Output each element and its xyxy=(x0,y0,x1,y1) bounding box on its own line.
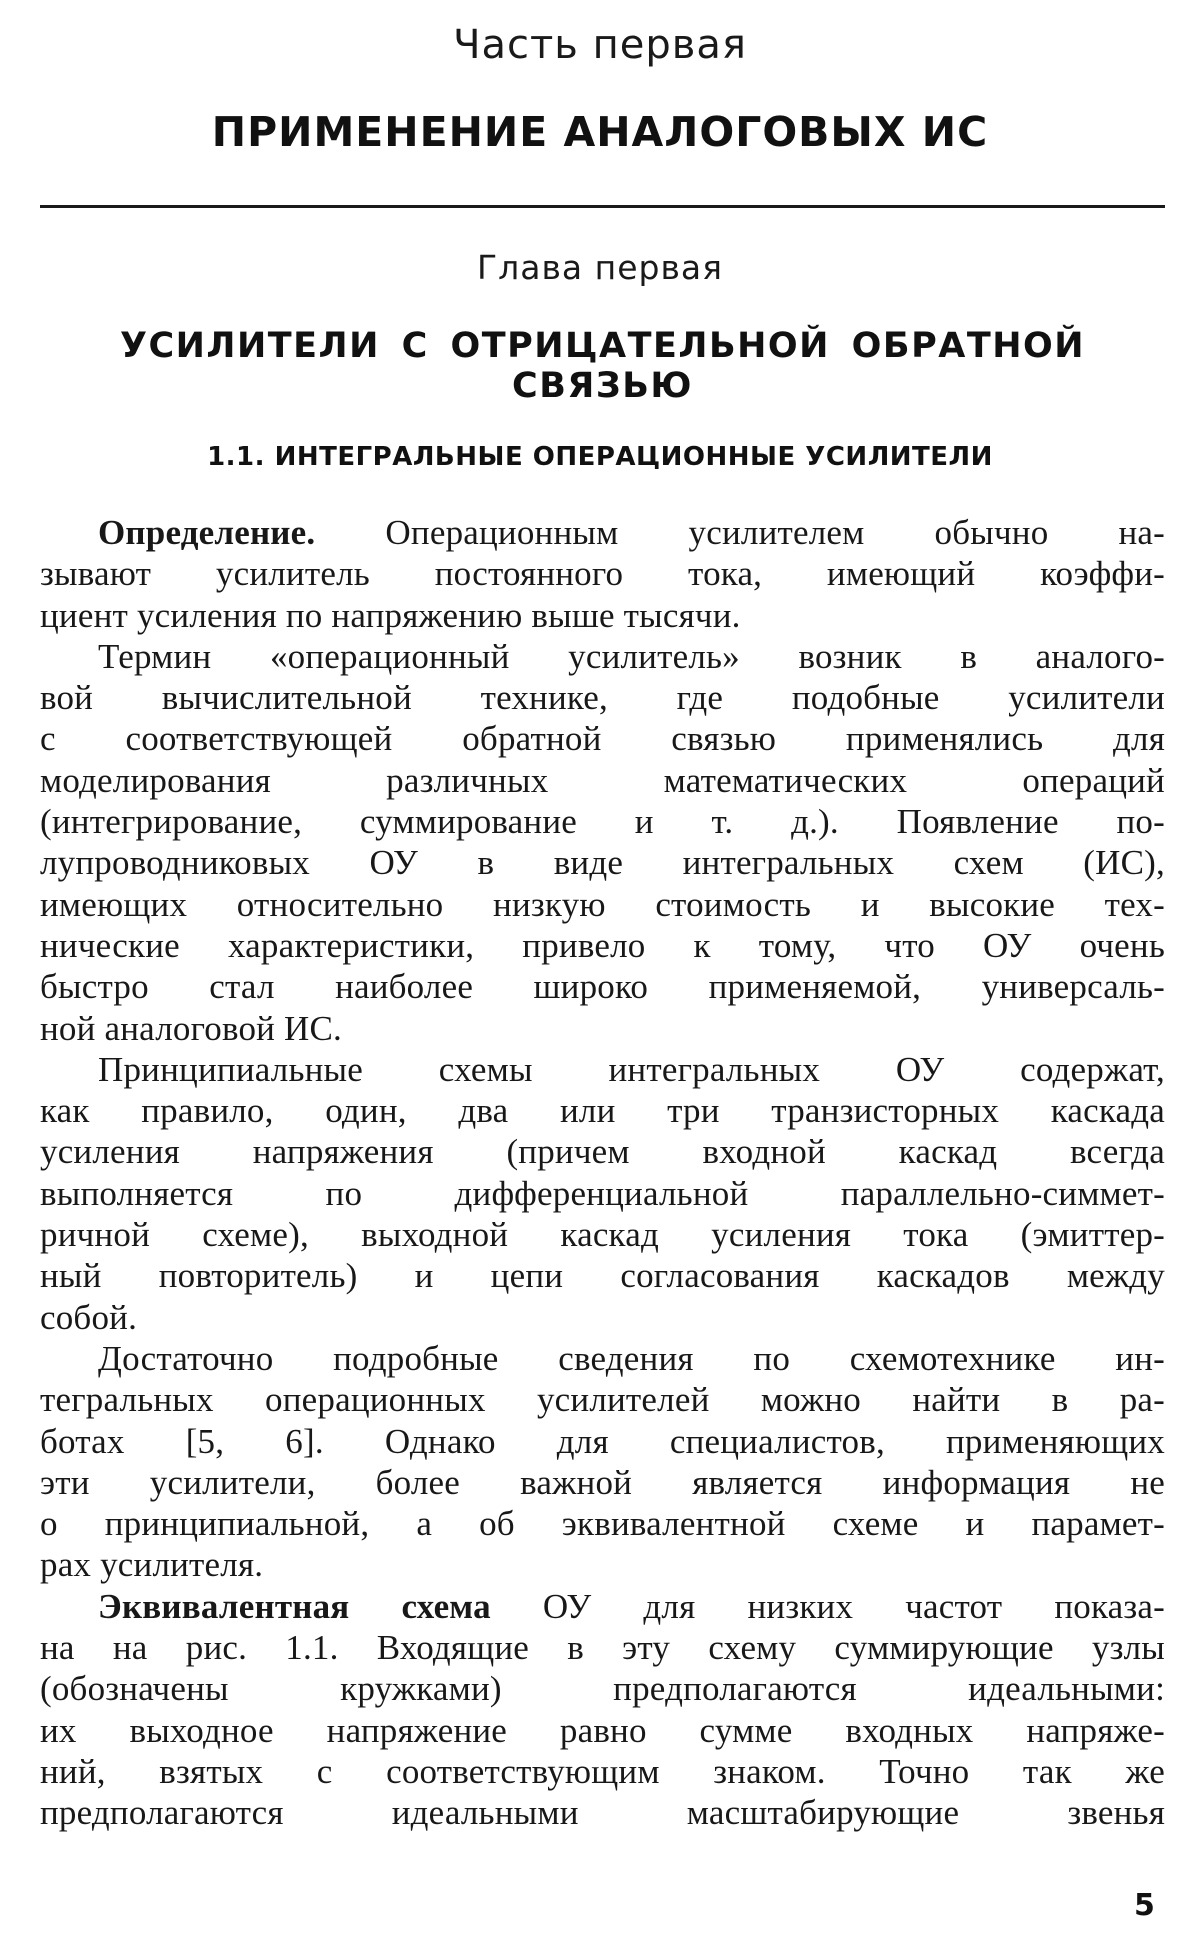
text-line: их выходное напряжение равно сумме входных напряже- xyxy=(40,1710,1165,1750)
text-line: ричной схеме), выходной каскад усиления тока (эмиттер- xyxy=(40,1215,1165,1255)
text-line: рах усилителя. xyxy=(40,1545,264,1585)
text-line: ний, взятых с соответствующим знаком. Точно так же xyxy=(40,1751,1165,1791)
text-line: Достаточно подробные сведения по схемотехнике ин- xyxy=(98,1338,1165,1378)
text-line: имеющих относительно низкую стоимость и высокие тех- xyxy=(40,884,1165,924)
text-line: как правило, один, два или три транзисторных каскада xyxy=(40,1091,1165,1131)
text-line: усиления напряжения (причем входной каскад всегда xyxy=(40,1132,1165,1172)
paragraph xyxy=(40,1586,1165,1834)
paragraph xyxy=(40,1338,1165,1586)
text-line: зывают усилитель постоянного тока, имеющий коэффи- xyxy=(40,554,1165,594)
part-heading: ПРИМЕНЕНИЕ АНАЛОГОВЫХ ИС xyxy=(211,108,989,156)
text-line: выполняется по дифференциальной параллельно-симмет- xyxy=(40,1173,1165,1213)
text-line: эти усилители, более важной является информация не xyxy=(40,1462,1165,1502)
text-line: лупроводниковых ОУ в виде интегральных схем (ИС), xyxy=(40,843,1165,883)
text-line: на на рис. 1.1. Входящие в эту схему суммирующие узлы xyxy=(40,1628,1165,1668)
text-line: предполагаются идеальными масштабирующие звенья xyxy=(40,1793,1165,1833)
text-line: о принципиальной, а об эквивалентной схеме и парамет- xyxy=(40,1504,1165,1544)
text-line: Принципиальные схемы интегральных ОУ содержат, xyxy=(98,1049,1165,1089)
page-number: 5 xyxy=(1134,1888,1155,1923)
text-line: нические характеристики, привело к тому, что ОУ очень xyxy=(40,925,1165,965)
text-run: ОУ для низких частот показа- xyxy=(490,1586,1165,1626)
text-line: ботах [5, 6]. Однако для специалистов, применяющих xyxy=(40,1421,1165,1461)
text-line: тегральных операционных усилителей можно найти в ра- xyxy=(40,1380,1165,1420)
text-line: вой вычислительной технике, где подобные усилители xyxy=(40,678,1165,718)
part-title: Часть первая xyxy=(453,22,747,68)
body-text xyxy=(40,512,1165,1834)
text-line: быстро стал наиболее широко применяемой, универсаль- xyxy=(40,967,1165,1007)
chapter-title: Глава первая xyxy=(477,248,723,287)
text-line: циент усиления по напряжению выше тысячи. xyxy=(40,595,741,635)
horizontal-rule xyxy=(40,205,1165,208)
text-line: ной аналоговой ИС. xyxy=(40,1008,343,1048)
text-line: (обозначены кружками) предполагаются идеальными: xyxy=(40,1669,1165,1709)
text-line: Термин «операционный усилитель» возник в аналого- xyxy=(98,636,1165,676)
paragraph xyxy=(40,1049,1165,1338)
text-line: моделирования различных математических операций xyxy=(40,760,1165,800)
text-line: собой. xyxy=(40,1297,138,1337)
text-line: ный повторитель) и цепи согласования каскадов между xyxy=(40,1256,1165,1296)
section-heading: 1.1. ИНТЕГРАЛЬНЫЕ ОПЕРАЦИОННЫЕ УСИЛИТЕЛИ xyxy=(207,442,993,472)
text-run: Операционным усилителем обычно на- xyxy=(315,513,1165,552)
text-line xyxy=(40,512,1165,553)
paragraph xyxy=(40,512,1165,636)
paragraph-lead: Определение. xyxy=(98,513,316,552)
text-line xyxy=(40,1586,1165,1627)
paragraph-lead: Эквивалентная схема xyxy=(98,1586,491,1626)
text-line: (интегрирование, суммирование и т. д.). Появление по- xyxy=(40,802,1165,842)
text-line: с соответствующей обратной связью применялись для xyxy=(40,719,1165,759)
chapter-heading: УСИЛИТЕЛИ С ОТРИЦАТЕЛЬНОЙ ОБРАТНОЙ СВЯЗЬЮ xyxy=(119,326,1086,406)
paragraph xyxy=(40,636,1165,1049)
